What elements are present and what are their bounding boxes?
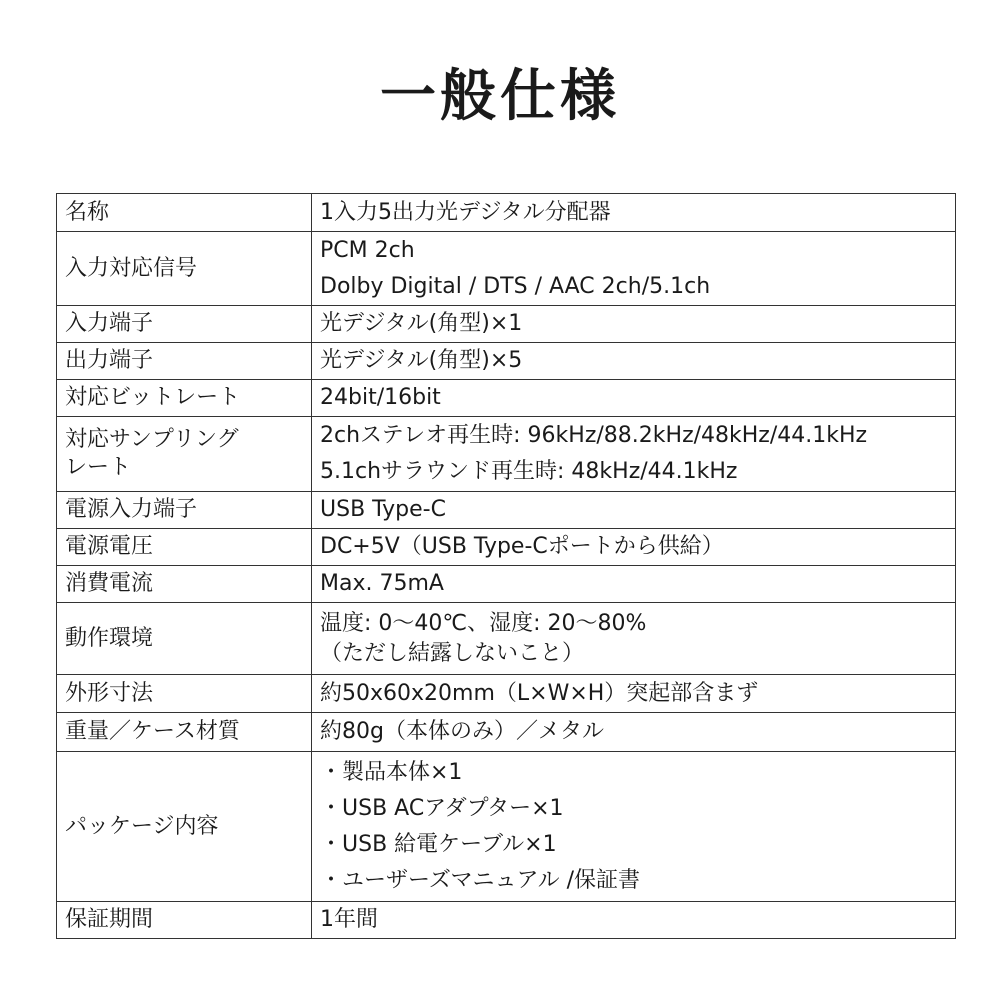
spec-value <box>312 752 956 902</box>
spec-value-line: Max. 75mA <box>320 571 444 596</box>
spec-value-line: Dolby Digital / DTS / AAC 2ch/5.1ch <box>320 273 711 299</box>
table-row <box>57 492 956 529</box>
spec-label: 対応ビットレート <box>57 380 312 417</box>
spec-value-line: 光デジタル(角型)×5 <box>320 348 523 373</box>
spec-value-line: 光デジタル(角型)×1 <box>320 311 523 336</box>
spec-label-line: レート <box>65 455 132 480</box>
spec-value-line: 5.1chサラウンド再生時: 48kHz/44.1kHz <box>320 459 738 484</box>
spec-value-line: ・USB 給電ケーブル×1 <box>320 831 557 857</box>
spec-label: 消費電流 <box>57 566 312 603</box>
spec-label: 入力端子 <box>57 306 312 343</box>
spec-value-line: USB Type-C <box>320 497 446 522</box>
spec-label: 外形寸法 <box>57 675 312 713</box>
spec-value <box>312 713 956 752</box>
table-row <box>57 417 956 492</box>
spec-value-line: （ただし結露しないこと） <box>320 640 585 666</box>
table-row <box>57 306 956 343</box>
spec-value <box>312 417 956 492</box>
spec-value-line: ・製品本体×1 <box>320 759 463 785</box>
table-row <box>57 194 956 232</box>
table-row <box>57 380 956 417</box>
table-row <box>57 675 956 713</box>
spec-label <box>57 417 312 492</box>
spec-value-line: DC+5V（USB Type-Cポートから供給） <box>320 534 724 559</box>
spec-value-line: 2chステレオ再生時: 96kHz/88.2kHz/48kHz/44.1kHz <box>320 423 868 448</box>
table-row <box>57 529 956 566</box>
spec-label: 動作環境 <box>57 603 312 675</box>
table-row <box>57 902 956 939</box>
page-title: 一般仕様 <box>380 64 620 129</box>
table-row <box>57 566 956 603</box>
spec-label-line: 対応サンプリング <box>65 427 239 452</box>
spec-value-line: ・ユーザーズマニュアル /保証書 <box>320 867 640 893</box>
spec-value-line: 24bit/16bit <box>320 385 441 410</box>
spec-table <box>56 193 956 939</box>
table-row <box>57 713 956 752</box>
spec-label: 名称 <box>57 194 312 232</box>
spec-value-line: 約50x60x20mm（L×W×H）突起部含まず <box>320 680 759 706</box>
spec-value-line: ・USB ACアダプター×1 <box>320 795 564 821</box>
spec-value <box>312 343 956 380</box>
spec-value <box>312 902 956 939</box>
spec-value <box>312 232 956 306</box>
spec-value <box>312 492 956 529</box>
spec-value <box>312 529 956 566</box>
spec-label: 電源電圧 <box>57 529 312 566</box>
spec-value <box>312 675 956 713</box>
table-row <box>57 343 956 380</box>
spec-value-line: PCM 2ch <box>320 237 415 263</box>
spec-value <box>312 380 956 417</box>
spec-value-line: 約80g（本体のみ）／メタル <box>320 719 604 744</box>
table-row <box>57 603 956 675</box>
spec-value-line: 1入力5出力光デジタル分配器 <box>320 199 611 225</box>
spec-label: 保証期間 <box>57 902 312 939</box>
spec-label: 電源入力端子 <box>57 492 312 529</box>
spec-label: 出力端子 <box>57 343 312 380</box>
spec-value-line: 1年間 <box>320 907 378 932</box>
spec-value <box>312 306 956 343</box>
spec-value <box>312 194 956 232</box>
spec-value <box>312 566 956 603</box>
table-row <box>57 232 956 306</box>
spec-label: パッケージ内容 <box>57 752 312 902</box>
spec-value-line: 温度: 0～40℃、湿度: 20～80% <box>320 610 647 636</box>
spec-label: 入力対応信号 <box>57 232 312 306</box>
spec-value <box>312 603 956 675</box>
table-row <box>57 752 956 902</box>
spec-label: 重量／ケース材質 <box>57 713 312 752</box>
